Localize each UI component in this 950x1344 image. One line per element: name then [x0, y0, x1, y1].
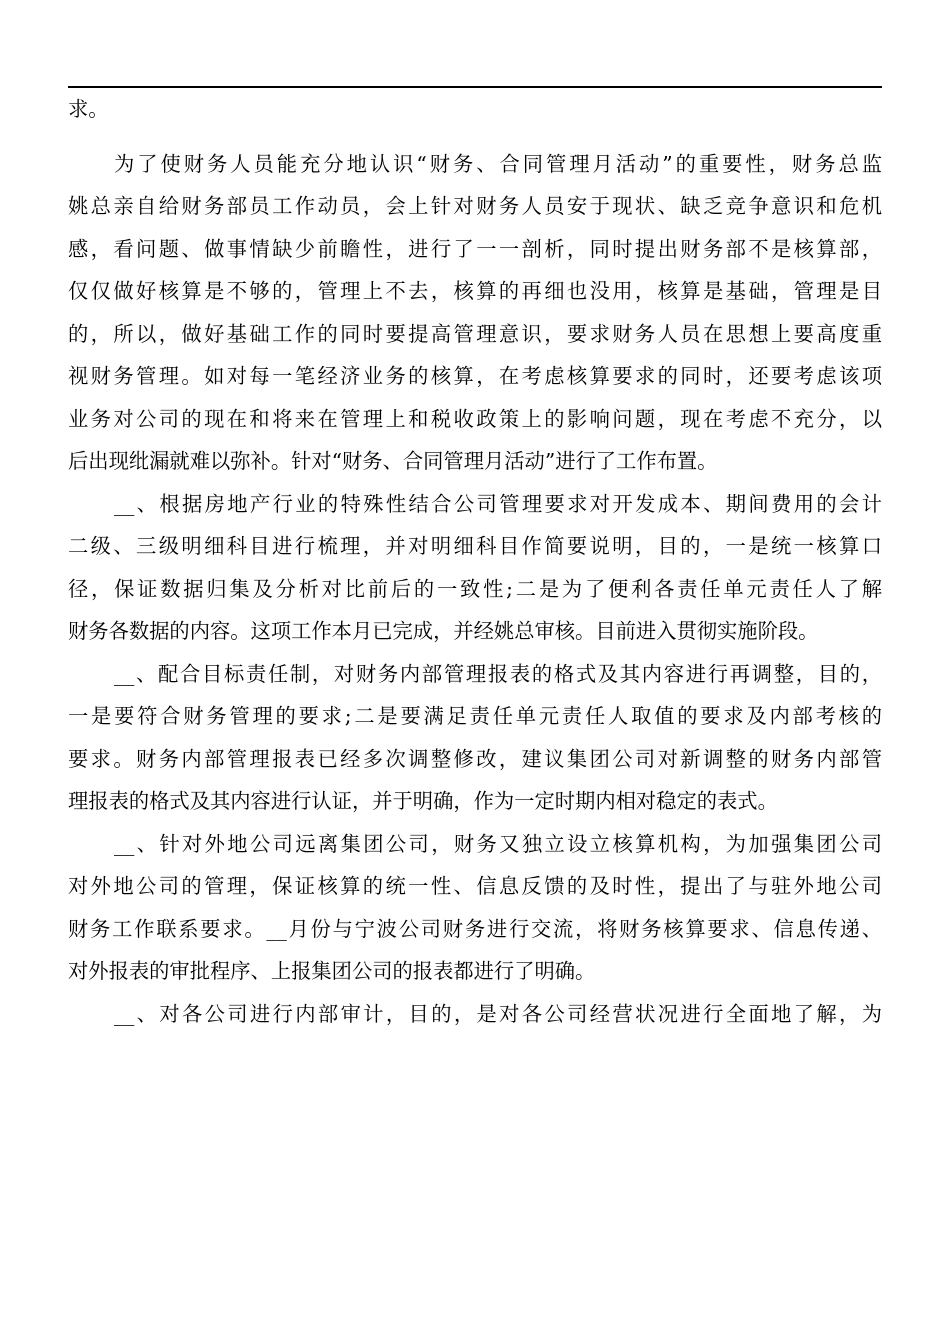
- text-line: 要求。财务内部管理报表已经多次调整修改，建议集团公司对新调整的财务内部管: [68, 746, 882, 771]
- text-line: 姚总亲自给财务部员工作动员，会上针对财务人员安于现状、缺乏竞争意识和危机: [68, 194, 882, 218]
- paragraph-item-audit: [68, 993, 882, 1036]
- text-line: 理报表的格式及其内容进行认证，并于明确，作为一定时期内相对稳定的表式。: [68, 789, 778, 813]
- text-line: 业务对公司的现在和将来在管理上和税收政策上的影响问题，现在考虑不充分，以: [68, 406, 882, 431]
- text-line: 视财务管理。如对每一笔经济业务的核算，在考虑核算要求的同时，还要考虑该项: [68, 364, 882, 388]
- text-line: 对外报表的审批程序、上报集团公司的报表都进行了明确。: [68, 959, 596, 983]
- text-line: 为了使财务人员能充分地认识“财务、合同管理月活动”的重要性，财务总监: [114, 151, 882, 176]
- paragraph-item-branches: [68, 823, 882, 993]
- text-line: 后出现纰漏就难以弥补。针对“财务、合同管理月活动”进行了工作布置。: [68, 449, 718, 473]
- text-line: 求。: [68, 97, 109, 121]
- text-line: 财务各数据的内容。这项工作本月已完成，并经姚总审核。目前进入贯彻实施阶段。: [68, 619, 819, 643]
- text-line: 径，保证数据归集及分析对比前后的一致性;二是为了便利各责任单元责任人了解: [68, 576, 882, 601]
- text-line: 二级、三级明细科目进行梳理，并对明细科目作简要说明，目的，一是统一核算口: [68, 534, 882, 558]
- text-line: 财务工作联系要求。__月份与宁波公司财务进行交流，将财务核算要求、信息传递、: [68, 916, 882, 941]
- document-body: [68, 88, 882, 1035]
- text-line: 感，看问题、做事情缺少前瞻性，进行了一一剖析，同时提出财务部不是核算部，: [68, 236, 882, 261]
- text-line: __、针对外地公司远离集团公司，财务又独立设立核算机构，为加强集团公司: [114, 831, 882, 856]
- paragraph-item-accounts: [68, 483, 882, 653]
- text-line: 仅仅做好核算是不够的，管理上不去，核算的再细也没用，核算是基础，管理是目: [68, 279, 882, 303]
- paragraph-intro: [68, 143, 882, 483]
- text-line: 的，所以，做好基础工作的同时要提高管理意识，要求财务人员在思想上要高度重: [68, 321, 882, 346]
- text-line: __、对各公司进行内部审计，目的，是对各公司经营状况进行全面地了解，为: [114, 1001, 882, 1026]
- paragraph-item-reports: [68, 653, 882, 823]
- text-line: __、配合目标责任制，对财务内部管理报表的格式及其内容进行再调整，目的，: [114, 661, 882, 686]
- text-line: __、根据房地产行业的特殊性结合公司管理要求对开发成本、期间费用的会计: [114, 491, 882, 516]
- text-line: 一是要符合财务管理的要求;二是要满足责任单元责任人取值的要求及内部考核的: [68, 704, 882, 728]
- paragraph-continuation: [68, 88, 882, 131]
- text-line: 对外地公司的管理，保证核算的统一性、信息反馈的及时性，提出了与驻外地公司: [68, 874, 882, 898]
